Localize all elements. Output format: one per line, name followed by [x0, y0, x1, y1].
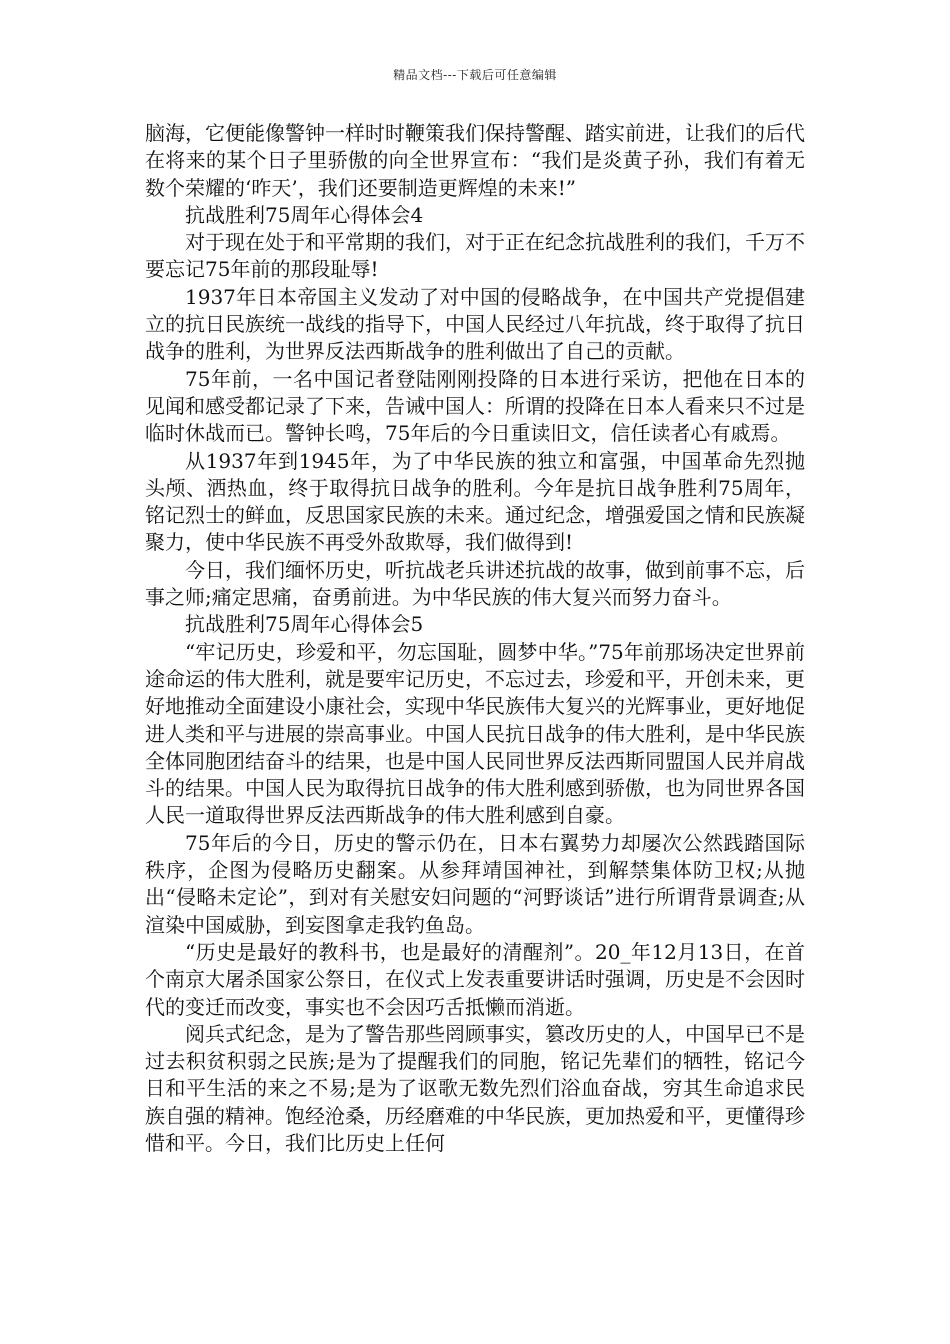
paragraph: 1937年日本帝国主义发动了对中国的侵略战争，在中国共产党提倡建立的抗日民族统一战线的指导下，中国人民经过八年抗战，终于取得了抗日战争的胜利，为世界反法西斯战争的胜利做出了自己的贡献。 — [145, 284, 805, 364]
paragraph: 从1937年到1945年，为了中华民族的独立和富强，中国革命先烈抛头颅、洒热血，终于取得抗日战争的胜利。今年是抗日战争胜利75周年，铭记烈士的鲜血，反思国家民族的未来。通过纪念，增强爱国之情和民族凝聚力，使中华民族不再受外敌欺辱，我们做得到! — [145, 448, 805, 555]
section-heading: 抗战胜利75周年心得体会4 — [185, 202, 424, 227]
document-body — [145, 120, 805, 1157]
paragraph: 对于现在处于和平常期的我们，对于正在纪念抗战胜利的我们，千万不要忘记75年前的那段耻辱! — [145, 230, 805, 282]
paragraph: 阅兵式纪念，是为了警告那些罔顾事实，篡改历史的人，中国早已不是过去积贫积弱之民族;是为了提醒我们的同胞，铭记先辈们的牺牲，铭记今日和平生活的来之不易;是为了讴歌无数先烈们浴血奋战，穷其生命追求民族自强的精神。饱经沧桑，历经磨难的中华民族，更加热爱和平，更懂得珍惜和平。今日，我们比历史上任何 — [145, 1021, 805, 1155]
paragraph: 75年前，一名中国记者登陆刚刚投降的日本进行采访，把他在日本的见闻和感受都记录了下来，告诫中国人：所谓的投降在日本人看来只不过是临时休战而已。警钟长鸣，75年后的今日重读旧文，信任读者心有戚焉。 — [145, 366, 805, 446]
paragraph: “牢记历史，珍爱和平，勿忘国耻，圆梦中华。”75年前那场决定世界前途命运的伟大胜利，就是要牢记历史，不忘过去，珍爱和平，开创未来，更好地推动全面建设小康社会，实现中华民族伟大复兴的光辉事业，更好地促进人类和平与进展的崇高事业。中国人民抗日战争的伟大胜利，是中华民族全体同胞团结奋斗的结果，也是中国人民同世界反法西斯同盟国人民并肩战斗的结果。中国人民为取得抗日战争的伟大胜利感到骄傲，也为同世界各国人民一道取得世界反法西斯战争的伟大胜利感到自豪。 — [145, 639, 805, 828]
paragraph: 今日，我们缅怀历史，听抗战老兵讲述抗战的故事，做到前事不忘，后事之师;痛定思痛，奋勇前进。为中华民族的伟大复兴而努力奋斗。 — [145, 557, 805, 610]
page-header: 精品文档---下载后可任意编辑 — [393, 68, 557, 82]
section-heading: 抗战胜利75周年心得体会5 — [185, 612, 424, 637]
paragraph: 脑海，它便能像警钟一样时时鞭策我们保持警醒、踏实前进，让我们的后代在将来的某个日子里骄傲的向全世界宣布：“我们是炎黄子孙，我们有着无数个荣耀的‘昨天’，我们还要制造更辉煌的未来!” — [145, 121, 805, 200]
paragraph: “历史是最好的教科书，也是最好的清醒剂”。20_年12月13日，在首个南京大屠杀国家公祭日，在仪式上发表重要讲话时强调，历史是不会因时代的变迁而改变，事实也不会因巧舌抵懒而消逝。 — [145, 939, 805, 1019]
paragraph: 75年后的今日，历史的警示仍在，日本右翼势力却屡次公然践踏国际秩序，企图为侵略历史翻案。从参拜靖国神社，到解禁集体防卫权;从抛出“侵略未定论”，到对有关慰安妇问题的“河野谈话”进行所谓背景调查;从渲染中国威胁，到妄图拿走我钓鱼岛。 — [145, 830, 805, 937]
